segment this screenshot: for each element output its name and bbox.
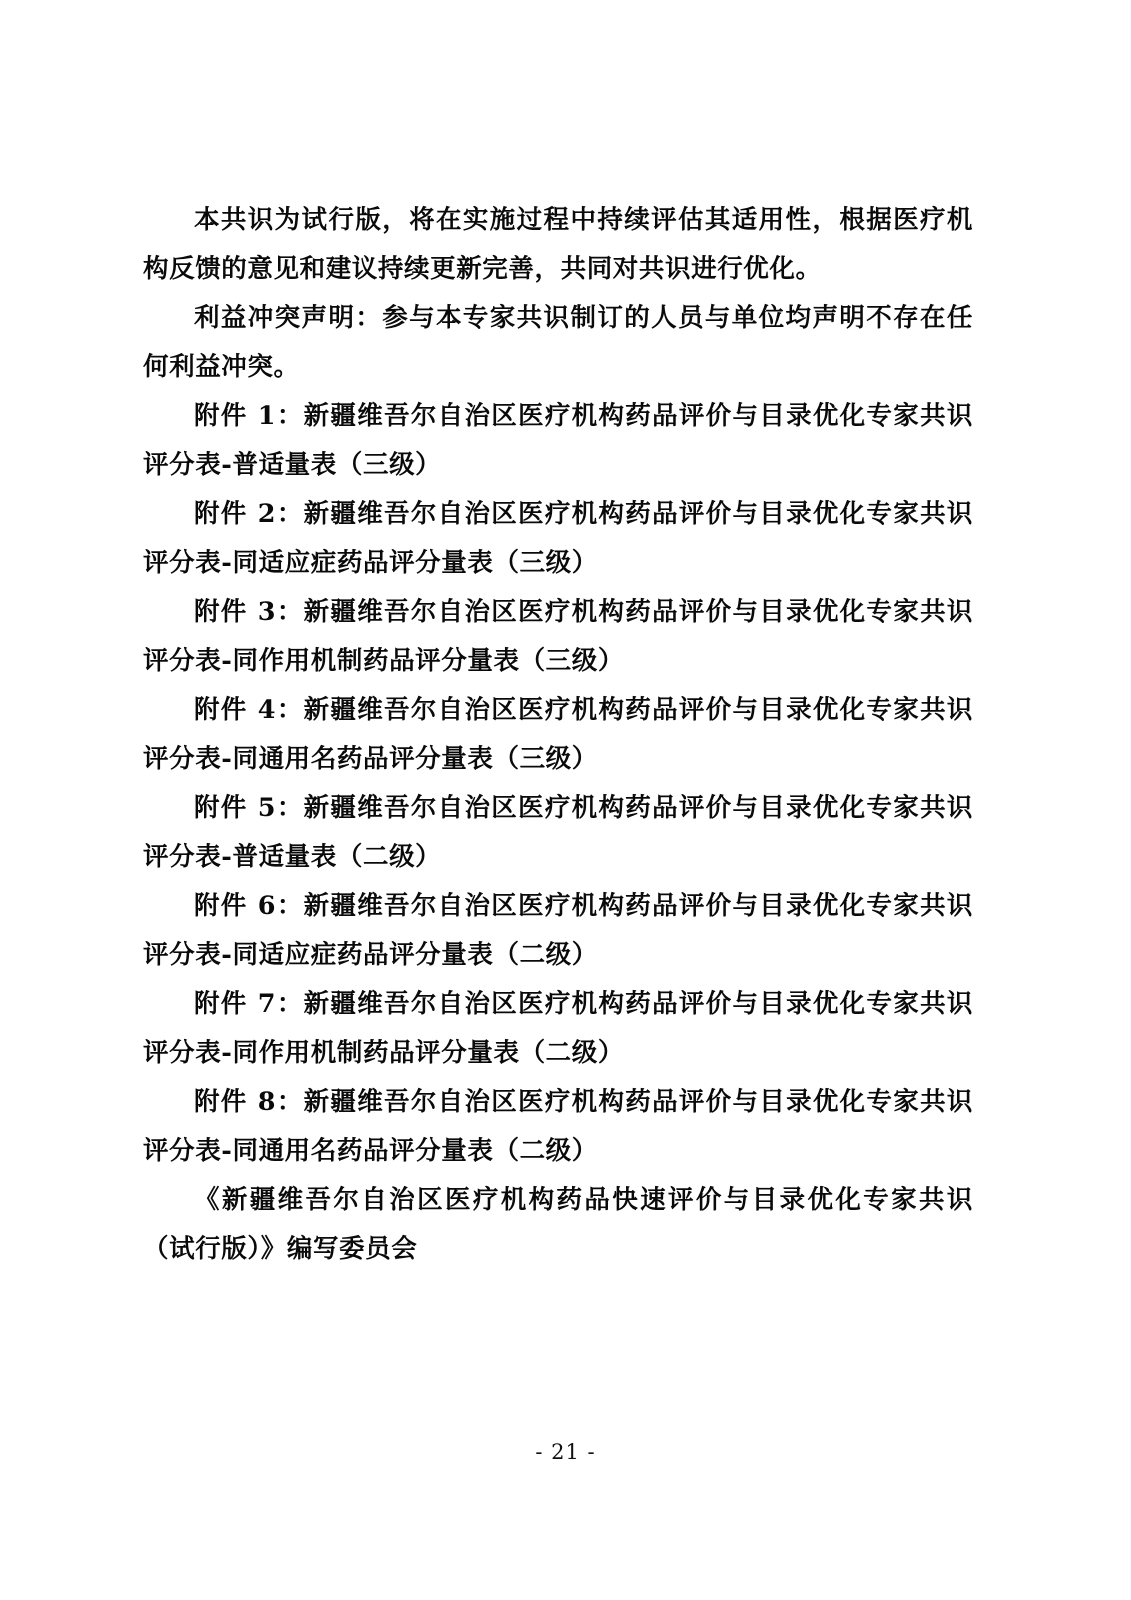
page-body: [143, 196, 973, 1274]
appendix-item-8: 附件 8：新疆维吾尔自治区医疗机构药品评价与目录优化专家共识评分表-同通用名药品评分量表（二级）: [143, 1087, 973, 1166]
appendix-item-5: 附件 5：新疆维吾尔自治区医疗机构药品评价与目录优化专家共识评分表-普适量表（二级）: [143, 793, 973, 872]
appendix-item-4: 附件 4：新疆维吾尔自治区医疗机构药品评价与目录优化专家共识评分表-同通用名药品评分量表（三级）: [143, 695, 973, 774]
paragraph-conflict-of-interest: 利益冲突声明：参与本专家共识制订的人员与单位均声明不存在任何利益冲突。: [143, 303, 973, 382]
page-number: - 21 -: [535, 1440, 596, 1464]
appendix-item-2: 附件 2：新疆维吾尔自治区医疗机构药品评价与目录优化专家共识评分表-同适应症药品评分量表（三级）: [143, 499, 973, 578]
appendix-item-3: 附件 3：新疆维吾尔自治区医疗机构药品评价与目录优化专家共识评分表-同作用机制药品评分量表（三级）: [143, 597, 973, 676]
appendix-item-7: 附件 7：新疆维吾尔自治区医疗机构药品评价与目录优化专家共识评分表-同作用机制药品评分量表（二级）: [143, 989, 973, 1068]
paragraph-trial-version: 本共识为试行版，将在实施过程中持续评估其适用性，根据医疗机构反馈的意见和建议持续更新完善，共同对共识进行优化。: [143, 205, 973, 284]
appendix-item-1: 附件 1：新疆维吾尔自治区医疗机构药品评价与目录优化专家共识评分表-普适量表（三级）: [143, 401, 973, 480]
appendix-item-6: 附件 6：新疆维吾尔自治区医疗机构药品评价与目录优化专家共识评分表-同适应症药品评分量表（二级）: [143, 891, 973, 970]
paragraph-committee: 《新疆维吾尔自治区医疗机构药品快速评价与目录优化专家共识（试行版）》编写委员会: [143, 1185, 973, 1264]
